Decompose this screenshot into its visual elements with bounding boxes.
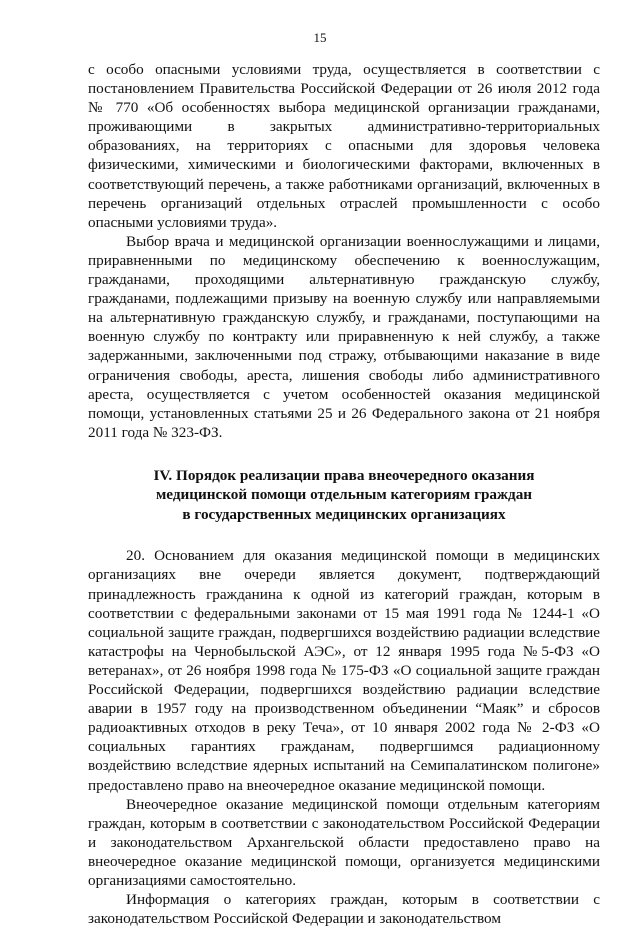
page-number: 15 — [313, 30, 327, 45]
paragraph: Выбор врача и медицинской организации военнослужащими и лицами, приравненными по медицинскому обеспечению к военнослужащим, гражданами, проходящими альтернативную гражданскую службу, гражданами, подлежащими призыву на военную службу или направляемыми на альтернативную гражданскую службу, и гражданами, поступающими на военную службу по контракту или приравненную к ней службу, а также задержанными, заключенными под стражу, отбывающими наказание в виде ограничения свободы, ареста, лишения свободы либо административного ареста, осуществляется с учетом особенностей оказания медицинской помощи, установленных статьями 25 и 26 Федерального закона от 21 ноября 2011 года № 323-ФЗ. — [88, 232, 600, 441]
paragraph: с особо опасными условиями труда, осуществляется в соответствии с постановлением Правительства Российской Федерации от 26 июля 2012 года № 770 «Об особенностях выбора медицинской организации гражданами, проживающими в закрытых административно-территориальных образованиях, на территориях с опасными для здоровья человека физическими, химическими и биологическими факторами, включенных в соответствующий перечень, а также работниками организаций, включенных в перечень организаций отдельных отраслей промышленности с особо опасными условиями труда». — [88, 61, 600, 231]
section-heading-line: медицинской помощи отдельным категориям граждан — [155, 486, 533, 504]
paragraph: Информация о категориях граждан, которым в соответствии с законодательством Российской Федерации и законодательством — [88, 891, 600, 928]
section-heading-line: в государственных медицинских организациях — [182, 505, 506, 523]
paragraph: Внеочередное оказание медицинской помощи отдельным категориям граждан, которым в соответствии с законодательством Российской Федерации и законодательством Архангельской области предоставлено право на внеочередное оказание медицинской помощи, организуется медицинскими организациями самостоятельно. — [88, 795, 600, 889]
section-heading-line: IV. Порядок реализации права внеочередного оказания — [153, 466, 535, 484]
section-heading — [88, 466, 600, 525]
paragraph: 20. Основанием для оказания медицинской помощи в медицинских организациях вне очереди является документ, подтверждающий принадлежность гражданина к одной из категорий граждан, которым в соответствии с федеральными законами от 15 мая 1991 года № 1244-1 «О социальной защите граждан, подвергшихся воздействию радиации вследствие катастрофы на Чернобыльской АЭС», от 12 января 1995 года №5-ФЗ «О ветеранах», от 26 ноября 1998 года № 175-ФЗ «О социальной защите граждан Российской Федерации, подвергшихся воздействию радиации вследствие аварии в 1957 году на производственном объединении “Маяк” и сбросов радиоактивных отходов в реку Теча», от 10 января 2002 года № 2-ФЗ «О социальных гарантиях гражданам, подвергшимся радиационному воздействию вследствие ядерных испытаний на Семипалатинском полигоне» предоставлено право на внеочередное оказание медицинской помощи. — [88, 547, 600, 794]
document-body — [88, 60, 600, 928]
